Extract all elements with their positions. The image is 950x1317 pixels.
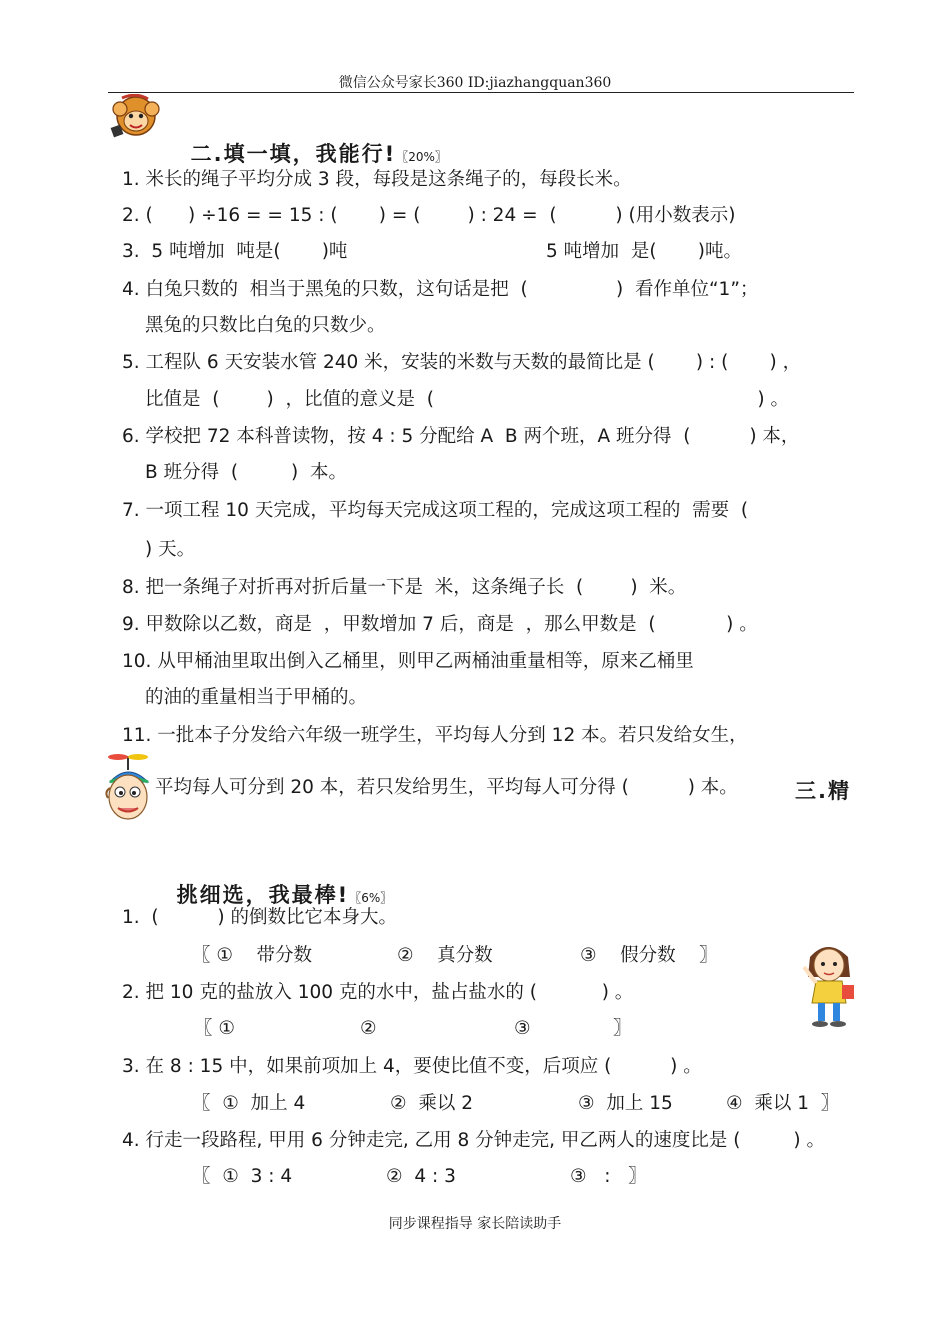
fill-q6-line1: 6. 学校把 72 本科普读物，按 4 : 5 分配给 A B 两个班，A 班分得 ( ) 本， — [122, 426, 800, 447]
choice-q2-option-1: 〖 ① — [194, 1018, 235, 1039]
choice-q3: 3. 在 8 : 15 中，如果前项加上 4，要使比值不变，后项应 ( ) 。 — [122, 1056, 702, 1077]
fill-q11-line2: 平均每人可分到 20 本，若只发给男生，平均每人可分得 ( ) 本。 — [155, 777, 738, 798]
fill-q4-line1: 4. 白兔只数的 相当于黑兔的只数，这句话是把 ( ) 看作单位“1”； — [122, 279, 759, 300]
choice-q2-option-3: ③ — [514, 1018, 531, 1039]
fill-q5-line2: 比值是 ( ) ，比值的意义是 ( ) 。 — [145, 389, 790, 410]
fill-q10-line1: 10. 从甲桶油里取出倒入乙桶里，则甲乙两桶油重量相等，原来乙桶里 — [122, 651, 694, 672]
choice-q3-option-1: 〖 ① 加上 4 — [192, 1093, 306, 1114]
fill-q3-part2: 5 吨增加 是( )吨。 — [546, 241, 743, 262]
page-footer: 同步课程指导 家长陪读助手 — [388, 1216, 562, 1232]
choice-q2-option-2: ② — [360, 1018, 377, 1039]
fill-q2: 2. ( ) ÷16 = = 15 : ( ) = ( ) : 24 = ( ) (用小数表示) — [122, 205, 736, 226]
page-header: 微信公众号家长360 ID:jiazhangquan360 — [338, 75, 612, 91]
section3-title-text: 挑细选，我最棒! — [176, 883, 350, 907]
fill-q10-line2: 的油的重量相当于甲桶的。 — [145, 687, 368, 708]
section3-title-part1: 三.精 — [795, 779, 851, 803]
choice-q3-option-2: ② 乘以 2 — [390, 1093, 473, 1114]
fill-q4-line2: 黑兔的只数比白兔的只数少。 — [145, 315, 386, 336]
choice-q1-option-2: ② 真分数 — [397, 945, 493, 966]
choice-q4-option-1: 〖 ① 3 : 4 — [192, 1166, 293, 1187]
monkey-mascot-icon — [108, 94, 168, 140]
fill-q8: 8. 把一条绳子对折再对折后量一下是 米，这条绳子长 ( ) 米。 — [122, 577, 687, 598]
section2-title — [172, 114, 447, 168]
fill-q5-line1: 5. 工程队 6 天安装水管 240 米，安装的米数与天数的最简比是 ( ) : ( ) ， — [122, 352, 802, 373]
choice-q2: 2. 把 10 克的盐放入 100 克的水中，盐占盐水的 ( ) 。 — [122, 982, 634, 1003]
choice-q4: 4. 行走一段路程, 甲用 6 分钟走完, 乙用 8 分钟走完, 甲乙两人的速度比是 ( ) 。 — [122, 1130, 826, 1151]
choice-q3-option-3: ③ 加上 15 — [578, 1093, 673, 1114]
choice-q2-option-close: 〗 — [613, 1018, 632, 1039]
fill-q7-line1: 7. 一项工程 10 天完成，平均每天完成这项工程的，完成这项工程的 需要 ( — [122, 500, 749, 521]
boy-mascot-icon — [102, 752, 154, 828]
fill-q3-part1: 3. 5 吨增加 吨是( )吨 — [122, 241, 348, 262]
choice-q3-option-4: ④ 乘以 1 〗 — [726, 1093, 840, 1114]
choice-q4-option-3: ③ : 〗 — [570, 1166, 647, 1187]
choice-q4-option-2: ② 4 : 3 — [386, 1166, 456, 1187]
section2-score: 〖20%〗 — [396, 150, 447, 164]
fill-q7-line2: ) 天。 — [145, 539, 196, 560]
fill-q9: 9. 甲数除以乙数，商是 ，甲数增加 7 后，商是 ，那么甲数是 ( ) 。 — [122, 614, 758, 635]
section2-title-text: 二.填一填，我能行! — [190, 142, 397, 166]
header-rule — [108, 92, 854, 93]
girl-mascot-icon — [798, 937, 860, 1029]
choice-q1-option-3: ③ 假分数 〗 — [580, 945, 718, 966]
choice-q1: 1. ( ) 的倒数比它本身大。 — [122, 907, 398, 928]
choice-q1-option-1: 〖 ① 带分数 — [192, 945, 312, 966]
section3-score: 〖6%〗 — [349, 891, 393, 905]
fill-q1: 1. 米长的绳子平均分成 3 段，每段是这条绳子的，每段长米。 — [122, 169, 632, 190]
fill-q11-line1: 11. 一批本子分发给六年级一班学生，平均每人分到 12 本。若只发给女生， — [122, 725, 748, 746]
section3-title-part2 — [158, 855, 392, 909]
fill-q6-line2: B 班分得 ( ) 本。 — [145, 462, 347, 483]
